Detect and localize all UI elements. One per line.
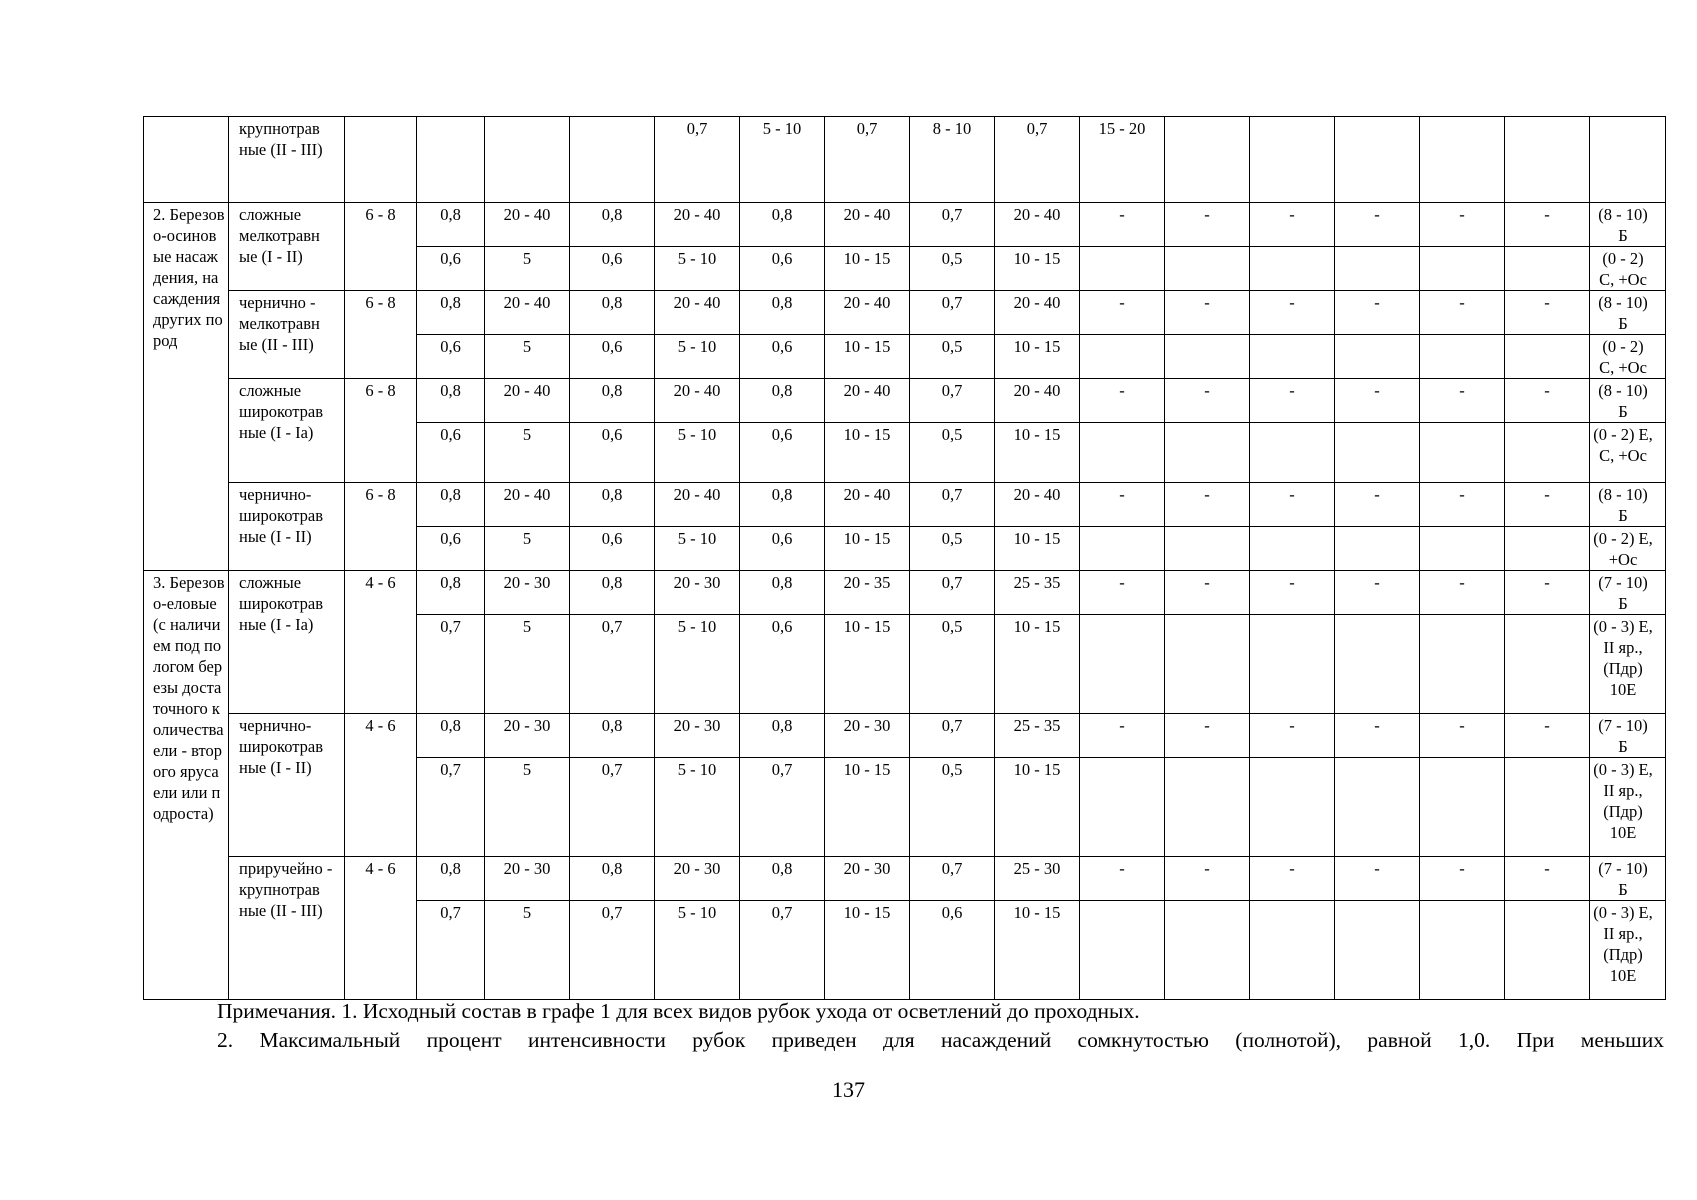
value-cell: 20 - 40 bbox=[655, 203, 740, 247]
value-cell: 0,6 bbox=[570, 527, 655, 571]
value-cell: 5 - 10 bbox=[655, 423, 740, 483]
value-cell: 0,6 bbox=[910, 901, 995, 1000]
value-cell bbox=[1165, 117, 1250, 203]
value-cell: 0,7 bbox=[910, 857, 995, 901]
value-cell bbox=[1250, 335, 1335, 379]
result-cell bbox=[1590, 335, 1666, 379]
value-cell: - bbox=[1335, 714, 1420, 758]
value-cell: 0,7 bbox=[910, 291, 995, 335]
value-cell: - bbox=[1250, 714, 1335, 758]
value-cell bbox=[1080, 423, 1165, 483]
category-cell: 2. Березово-осиновые насаждения, насаждения других пород bbox=[144, 203, 229, 571]
value-cell: - bbox=[1505, 571, 1590, 615]
result-cell bbox=[1590, 615, 1666, 714]
result-cell bbox=[1590, 857, 1666, 901]
value-cell: - bbox=[1080, 203, 1165, 247]
value-cell: 0,8 bbox=[570, 291, 655, 335]
value-cell: 0,7 bbox=[910, 571, 995, 615]
value-cell: - bbox=[1080, 714, 1165, 758]
value-cell: - bbox=[1420, 714, 1505, 758]
value-cell: 20 - 30 bbox=[485, 714, 570, 758]
value-cell: 10 - 15 bbox=[995, 527, 1080, 571]
value-cell: - bbox=[1505, 379, 1590, 423]
value-cell: - bbox=[1080, 379, 1165, 423]
value-cell bbox=[1590, 117, 1666, 203]
page-number: 137 bbox=[832, 1077, 865, 1102]
result-cell bbox=[1590, 758, 1666, 857]
result-cell bbox=[1590, 423, 1666, 483]
note-1-text: Примечания. 1. Исходный состав в графе 1 для всех видов рубок ухода от осветлений до проходных. bbox=[217, 999, 1140, 1023]
value-cell bbox=[1080, 247, 1165, 291]
value-cell bbox=[1250, 423, 1335, 483]
value-cell: 0,8 bbox=[570, 857, 655, 901]
value-cell: 10 - 15 bbox=[995, 901, 1080, 1000]
table-row bbox=[144, 379, 1666, 423]
value-cell bbox=[1335, 423, 1420, 483]
age-cell: 6 - 8 bbox=[345, 483, 417, 571]
value-cell: 10 - 15 bbox=[825, 758, 910, 857]
value-cell: 0,8 bbox=[740, 291, 825, 335]
value-cell: - bbox=[1080, 291, 1165, 335]
table-row bbox=[144, 571, 1666, 615]
value-cell bbox=[1335, 527, 1420, 571]
value-cell: 20 - 40 bbox=[825, 203, 910, 247]
result-text: (7 - 10) Б bbox=[1598, 573, 1648, 613]
value-cell: 20 - 40 bbox=[825, 291, 910, 335]
result-text: (0 - 3) Е, II яр., (Пдр) 10Е bbox=[1593, 903, 1653, 985]
value-cell: 10 - 15 bbox=[995, 423, 1080, 483]
value-cell: 5 bbox=[485, 335, 570, 379]
result-cell bbox=[1590, 247, 1666, 291]
value-cell: 25 - 30 bbox=[995, 857, 1080, 901]
value-cell: 5 bbox=[485, 758, 570, 857]
value-cell: - bbox=[1080, 483, 1165, 527]
value-cell: 0,7 bbox=[655, 117, 740, 203]
value-cell bbox=[1505, 901, 1590, 1000]
value-cell: - bbox=[1165, 291, 1250, 335]
value-cell bbox=[1420, 527, 1505, 571]
value-cell: 0,7 bbox=[910, 379, 995, 423]
value-cell: 0,7 bbox=[995, 117, 1080, 203]
value-cell: - bbox=[1250, 483, 1335, 527]
value-cell: 0,5 bbox=[910, 423, 995, 483]
value-cell: 0,6 bbox=[740, 615, 825, 714]
value-cell: 10 - 15 bbox=[825, 901, 910, 1000]
value-cell: 20 - 40 bbox=[655, 483, 740, 527]
value-cell: 5 - 10 bbox=[655, 247, 740, 291]
value-cell: - bbox=[1420, 857, 1505, 901]
value-cell bbox=[1250, 758, 1335, 857]
forest-type-cell: сложные широкотрав ные (I - Ia) bbox=[229, 379, 345, 483]
forest-type-cell: чернично- широкотрав ные (I - II) bbox=[229, 483, 345, 571]
value-cell bbox=[485, 117, 570, 203]
value-cell: 0,7 bbox=[417, 615, 485, 714]
value-cell: - bbox=[1165, 857, 1250, 901]
value-cell bbox=[1080, 335, 1165, 379]
value-cell: 0,6 bbox=[570, 335, 655, 379]
value-cell: 20 - 30 bbox=[485, 857, 570, 901]
value-cell: 0,7 bbox=[570, 615, 655, 714]
value-cell bbox=[1420, 335, 1505, 379]
value-cell: - bbox=[1335, 203, 1420, 247]
value-cell: - bbox=[1165, 203, 1250, 247]
value-cell: 0,8 bbox=[417, 379, 485, 423]
result-text: (8 - 10) Б bbox=[1598, 293, 1648, 333]
value-cell: 0,8 bbox=[417, 483, 485, 527]
forest-thinning-table bbox=[143, 116, 1666, 1000]
result-text: (8 - 10) Б bbox=[1598, 485, 1648, 525]
value-cell: 0,7 bbox=[740, 901, 825, 1000]
value-cell: 20 - 40 bbox=[655, 379, 740, 423]
value-cell: - bbox=[1335, 571, 1420, 615]
age-cell: 6 - 8 bbox=[345, 379, 417, 483]
value-cell: - bbox=[1335, 379, 1420, 423]
value-cell: - bbox=[1250, 379, 1335, 423]
value-cell: 0,6 bbox=[740, 247, 825, 291]
value-cell: - bbox=[1420, 483, 1505, 527]
value-cell bbox=[1505, 247, 1590, 291]
age-cell: 4 - 6 bbox=[345, 714, 417, 857]
forest-type-cell: крупнотрав ные (II - III) bbox=[229, 117, 345, 203]
value-cell: 0,7 bbox=[570, 901, 655, 1000]
value-cell: 20 - 40 bbox=[995, 483, 1080, 527]
category-cell: 3. Березово-еловые (с наличием под пологом березы достаточного количества ели - второго яруса ели или подроста) bbox=[144, 571, 229, 1000]
value-cell: - bbox=[1420, 571, 1505, 615]
value-cell: 0,8 bbox=[417, 291, 485, 335]
value-cell: 0,7 bbox=[825, 117, 910, 203]
value-cell bbox=[1165, 423, 1250, 483]
value-cell: 0,6 bbox=[417, 335, 485, 379]
value-cell bbox=[1505, 423, 1590, 483]
forest-type-cell: сложные широкотрав ные (I - Ia) bbox=[229, 571, 345, 714]
value-cell: 0,8 bbox=[570, 379, 655, 423]
value-cell: 10 - 15 bbox=[995, 615, 1080, 714]
value-cell: 5 - 10 bbox=[655, 527, 740, 571]
value-cell bbox=[1165, 247, 1250, 291]
value-cell: 0,7 bbox=[910, 714, 995, 758]
value-cell bbox=[1080, 901, 1165, 1000]
value-cell bbox=[1165, 527, 1250, 571]
value-cell bbox=[1335, 758, 1420, 857]
value-cell bbox=[1420, 901, 1505, 1000]
value-cell: 20 - 40 bbox=[485, 483, 570, 527]
value-cell: 0,7 bbox=[417, 758, 485, 857]
value-cell: 20 - 40 bbox=[995, 379, 1080, 423]
value-cell: 5 bbox=[485, 615, 570, 714]
value-cell: 5 bbox=[485, 247, 570, 291]
value-cell: 5 - 10 bbox=[655, 615, 740, 714]
value-cell: 0,8 bbox=[570, 203, 655, 247]
value-cell: 10 - 15 bbox=[825, 247, 910, 291]
value-cell bbox=[1080, 615, 1165, 714]
value-cell: 0,8 bbox=[740, 857, 825, 901]
value-cell: - bbox=[1080, 571, 1165, 615]
value-cell: - bbox=[1165, 379, 1250, 423]
note-line-1 bbox=[143, 997, 1664, 1025]
value-cell bbox=[1420, 247, 1505, 291]
value-cell bbox=[417, 117, 485, 203]
value-cell: - bbox=[1505, 714, 1590, 758]
value-cell bbox=[1505, 335, 1590, 379]
value-cell: 0,8 bbox=[570, 571, 655, 615]
value-cell bbox=[1165, 335, 1250, 379]
forest-type-cell: чернично- широкотрав ные (I - II) bbox=[229, 714, 345, 857]
value-cell: - bbox=[1250, 857, 1335, 901]
result-cell bbox=[1590, 203, 1666, 247]
value-cell: 20 - 30 bbox=[655, 571, 740, 615]
value-cell: 20 - 40 bbox=[485, 379, 570, 423]
forest-type-cell: приручейно - крупнотрав ные (II - III) bbox=[229, 857, 345, 1000]
result-text: (7 - 10) Б bbox=[1598, 716, 1648, 756]
value-cell: 20 - 30 bbox=[825, 857, 910, 901]
value-cell: - bbox=[1420, 203, 1505, 247]
value-cell: 10 - 15 bbox=[995, 335, 1080, 379]
value-cell bbox=[1335, 117, 1420, 203]
value-cell: 0,5 bbox=[910, 335, 995, 379]
value-cell bbox=[1080, 527, 1165, 571]
value-cell: 0,6 bbox=[417, 423, 485, 483]
value-cell bbox=[1335, 335, 1420, 379]
age-cell bbox=[345, 117, 417, 203]
table-row bbox=[144, 117, 1666, 203]
result-cell bbox=[1590, 527, 1666, 571]
result-text: (0 - 3) Е, II яр., (Пдр) 10Е bbox=[1593, 760, 1653, 842]
value-cell: - bbox=[1335, 857, 1420, 901]
value-cell bbox=[570, 117, 655, 203]
value-cell: 25 - 35 bbox=[995, 571, 1080, 615]
value-cell: 20 - 40 bbox=[825, 379, 910, 423]
value-cell bbox=[1165, 615, 1250, 714]
value-cell: 20 - 40 bbox=[485, 291, 570, 335]
value-cell: 10 - 15 bbox=[825, 335, 910, 379]
note-line-2: 2. Максимальный процент интенсивности рубок приведен для насаждений сомкнутостью (полнотой), равной 1,0. При меньших bbox=[217, 1028, 1664, 1052]
value-cell: 10 - 15 bbox=[995, 758, 1080, 857]
value-cell: 20 - 30 bbox=[825, 714, 910, 758]
value-cell: 0,7 bbox=[910, 483, 995, 527]
value-cell: - bbox=[1165, 483, 1250, 527]
result-text: (8 - 10) Б bbox=[1598, 205, 1648, 245]
value-cell: 5 - 10 bbox=[740, 117, 825, 203]
forest-type-cell: сложные мелкотравн ые (I - II) bbox=[229, 203, 345, 291]
value-cell: 0,6 bbox=[417, 247, 485, 291]
value-cell: - bbox=[1505, 291, 1590, 335]
value-cell: - bbox=[1335, 483, 1420, 527]
value-cell: 8 - 10 bbox=[910, 117, 995, 203]
table-row bbox=[144, 857, 1666, 901]
value-cell: - bbox=[1505, 483, 1590, 527]
value-cell: 20 - 40 bbox=[655, 291, 740, 335]
value-cell: 5 - 10 bbox=[655, 758, 740, 857]
value-cell: 0,7 bbox=[570, 758, 655, 857]
value-cell: 0,5 bbox=[910, 615, 995, 714]
table-row bbox=[144, 291, 1666, 335]
value-cell: 0,8 bbox=[740, 379, 825, 423]
value-cell: - bbox=[1335, 291, 1420, 335]
value-cell: 0,6 bbox=[740, 335, 825, 379]
value-cell: 5 - 10 bbox=[655, 901, 740, 1000]
value-cell: - bbox=[1165, 571, 1250, 615]
value-cell bbox=[1420, 117, 1505, 203]
value-cell: 0,7 bbox=[417, 901, 485, 1000]
value-cell: 0,5 bbox=[910, 527, 995, 571]
age-cell: 6 - 8 bbox=[345, 291, 417, 379]
value-cell: - bbox=[1250, 571, 1335, 615]
value-cell bbox=[1250, 615, 1335, 714]
result-cell bbox=[1590, 901, 1666, 1000]
value-cell: 0,8 bbox=[417, 571, 485, 615]
value-cell: - bbox=[1420, 291, 1505, 335]
table-row bbox=[144, 714, 1666, 758]
value-cell: 5 bbox=[485, 423, 570, 483]
table-row bbox=[144, 483, 1666, 527]
value-cell bbox=[1080, 758, 1165, 857]
value-cell: 10 - 15 bbox=[995, 247, 1080, 291]
value-cell: 15 - 20 bbox=[1080, 117, 1165, 203]
value-cell: - bbox=[1250, 203, 1335, 247]
result-text: (0 - 2) С, +Ос bbox=[1599, 337, 1647, 377]
value-cell: 25 - 35 bbox=[995, 714, 1080, 758]
result-text: (0 - 3) Е, II яр., (Пдр) 10Е bbox=[1593, 617, 1653, 699]
value-cell bbox=[1165, 901, 1250, 1000]
value-cell: 20 - 30 bbox=[655, 857, 740, 901]
value-cell: - bbox=[1250, 291, 1335, 335]
result-cell bbox=[1590, 714, 1666, 758]
value-cell: - bbox=[1080, 857, 1165, 901]
value-cell: 20 - 35 bbox=[825, 571, 910, 615]
value-cell: 5 bbox=[485, 527, 570, 571]
value-cell: 0,7 bbox=[910, 203, 995, 247]
result-text: (8 - 10) Б bbox=[1598, 381, 1648, 421]
value-cell: 20 - 40 bbox=[825, 483, 910, 527]
value-cell: 0,8 bbox=[740, 203, 825, 247]
value-cell: 0,6 bbox=[740, 423, 825, 483]
value-cell: 0,8 bbox=[417, 714, 485, 758]
value-cell bbox=[1420, 615, 1505, 714]
age-cell: 4 - 6 bbox=[345, 857, 417, 1000]
value-cell: - bbox=[1420, 379, 1505, 423]
result-text: (0 - 2) Е, С, +Ос bbox=[1593, 425, 1653, 465]
value-cell: 0,8 bbox=[417, 203, 485, 247]
table-row bbox=[144, 203, 1666, 247]
value-cell bbox=[1335, 901, 1420, 1000]
value-cell: 10 - 15 bbox=[825, 615, 910, 714]
value-cell: 20 - 30 bbox=[655, 714, 740, 758]
value-cell bbox=[1505, 758, 1590, 857]
value-cell: 20 - 40 bbox=[485, 203, 570, 247]
value-cell: 0,7 bbox=[740, 758, 825, 857]
result-cell bbox=[1590, 571, 1666, 615]
result-cell bbox=[1590, 291, 1666, 335]
age-cell: 6 - 8 bbox=[345, 203, 417, 291]
value-cell: 0,8 bbox=[417, 857, 485, 901]
value-cell: 0,8 bbox=[570, 714, 655, 758]
value-cell bbox=[1505, 527, 1590, 571]
value-cell: 0,8 bbox=[740, 714, 825, 758]
value-cell: 0,5 bbox=[910, 758, 995, 857]
result-cell bbox=[1590, 379, 1666, 423]
value-cell bbox=[1335, 247, 1420, 291]
result-text: (0 - 2) С, +Ос bbox=[1599, 249, 1647, 289]
value-cell: - bbox=[1165, 714, 1250, 758]
result-text: (7 - 10) Б bbox=[1598, 859, 1648, 899]
value-cell: 20 - 30 bbox=[485, 571, 570, 615]
value-cell bbox=[1250, 527, 1335, 571]
value-cell: 0,5 bbox=[910, 247, 995, 291]
value-cell: 10 - 15 bbox=[825, 527, 910, 571]
value-cell: 0,8 bbox=[740, 571, 825, 615]
category-cell bbox=[144, 117, 229, 203]
value-cell: 0,8 bbox=[570, 483, 655, 527]
forest-type-cell: чернично - мелкотравн ые (II - III) bbox=[229, 291, 345, 379]
value-cell: 20 - 40 bbox=[995, 291, 1080, 335]
value-cell: 5 bbox=[485, 901, 570, 1000]
value-cell: 0,6 bbox=[417, 527, 485, 571]
value-cell: 0,8 bbox=[740, 483, 825, 527]
value-cell: 5 - 10 bbox=[655, 335, 740, 379]
value-cell bbox=[1165, 758, 1250, 857]
value-cell bbox=[1420, 423, 1505, 483]
value-cell: 0,6 bbox=[740, 527, 825, 571]
result-text: (0 - 2) Е, +Ос bbox=[1593, 529, 1653, 569]
value-cell: 0,6 bbox=[570, 423, 655, 483]
value-cell bbox=[1250, 247, 1335, 291]
value-cell: 10 - 15 bbox=[825, 423, 910, 483]
age-cell: 4 - 6 bbox=[345, 571, 417, 714]
value-cell bbox=[1250, 901, 1335, 1000]
value-cell bbox=[1505, 615, 1590, 714]
value-cell: - bbox=[1505, 857, 1590, 901]
value-cell bbox=[1335, 615, 1420, 714]
value-cell bbox=[1420, 758, 1505, 857]
value-cell: - bbox=[1505, 203, 1590, 247]
result-cell bbox=[1590, 483, 1666, 527]
value-cell: 0,6 bbox=[570, 247, 655, 291]
value-cell bbox=[1505, 117, 1590, 203]
value-cell bbox=[1250, 117, 1335, 203]
value-cell: 20 - 40 bbox=[995, 203, 1080, 247]
